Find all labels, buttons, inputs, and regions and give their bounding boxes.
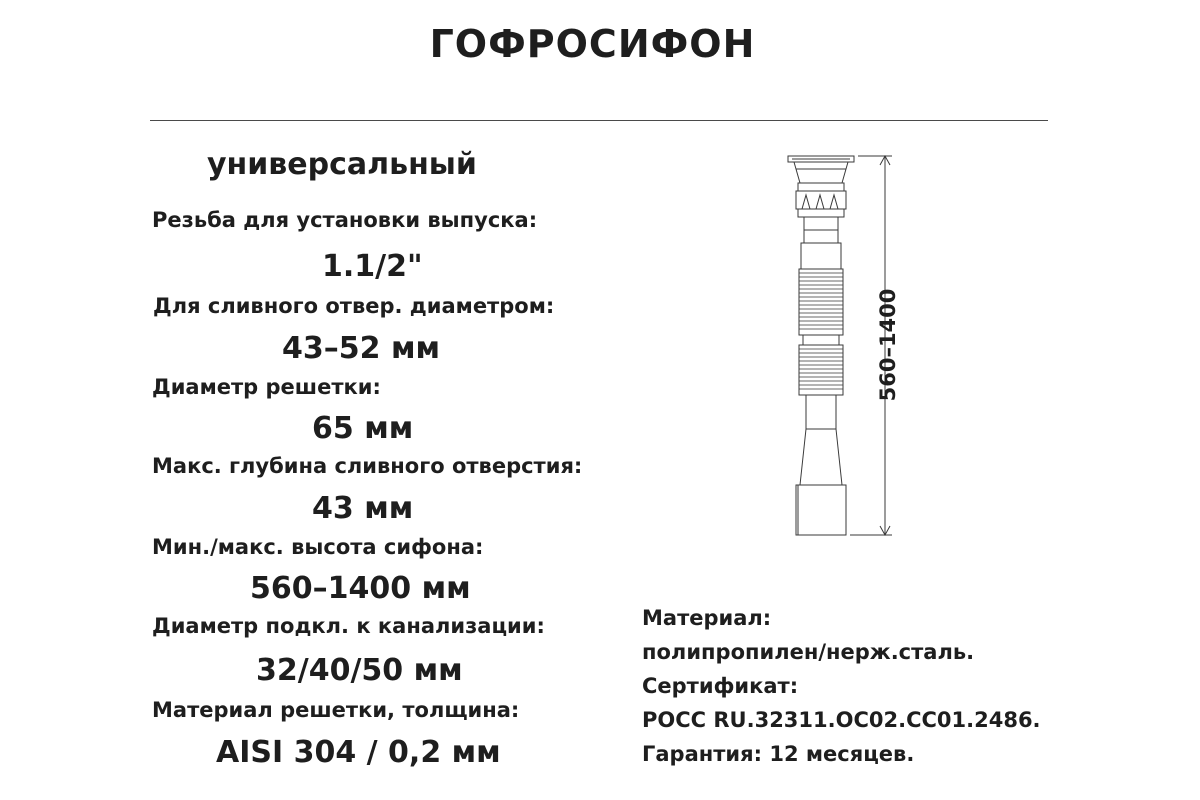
spec-label-grate-material: Материал решетки, толщина: (152, 698, 520, 722)
upper-pipe (801, 217, 841, 269)
lower-pipe (796, 395, 846, 535)
material-label: Материал: (642, 606, 772, 630)
spec-value-sewer-connection: 32/40/50 мм (256, 653, 463, 688)
spec-label-max-depth: Макс. глубина сливного отверстия: (152, 454, 583, 478)
certificate-value: РОСС RU.32311.ОС02.СС01.2486. (642, 708, 1041, 732)
spec-value-height: 560–1400 мм (250, 571, 471, 606)
spec-label-drain-diameter: Для сливного отвер. диаметром: (153, 294, 555, 318)
spec-label-grate-diameter: Диаметр решетки: (152, 375, 381, 399)
spec-value-max-depth: 43 мм (312, 491, 414, 526)
dimension-label: 560–1400 (876, 288, 900, 402)
certificate-label: Сертификат: (642, 674, 799, 698)
spec-value-grate-material: AISI 304 / 0,2 мм (216, 735, 501, 770)
page-title: ГОФРОСИФОН (429, 22, 756, 66)
title-divider (150, 120, 1048, 121)
nut (796, 183, 846, 217)
warranty-text: Гарантия: 12 месяцев. (642, 742, 915, 766)
grate-top (788, 156, 854, 183)
middle-joint (803, 335, 839, 345)
spec-value-drain-diameter: 43–52 мм (282, 331, 440, 366)
spec-label-thread: Резьба для установки выпуска: (152, 208, 538, 232)
spec-label-sewer-connection: Диаметр подкл. к канализации: (152, 614, 545, 638)
corrugated-section-lower (799, 345, 843, 395)
spec-value-thread: 1.1/2" (322, 249, 423, 284)
spec-value-grate-diameter: 65 мм (312, 411, 414, 446)
subtitle: универсальный (207, 147, 477, 182)
corrugated-section-upper (799, 269, 843, 335)
spec-label-height: Мин./макс. высота сифона: (152, 535, 484, 559)
product-info (642, 601, 1041, 771)
material-value: полипропилен/нерж.сталь. (642, 640, 975, 664)
